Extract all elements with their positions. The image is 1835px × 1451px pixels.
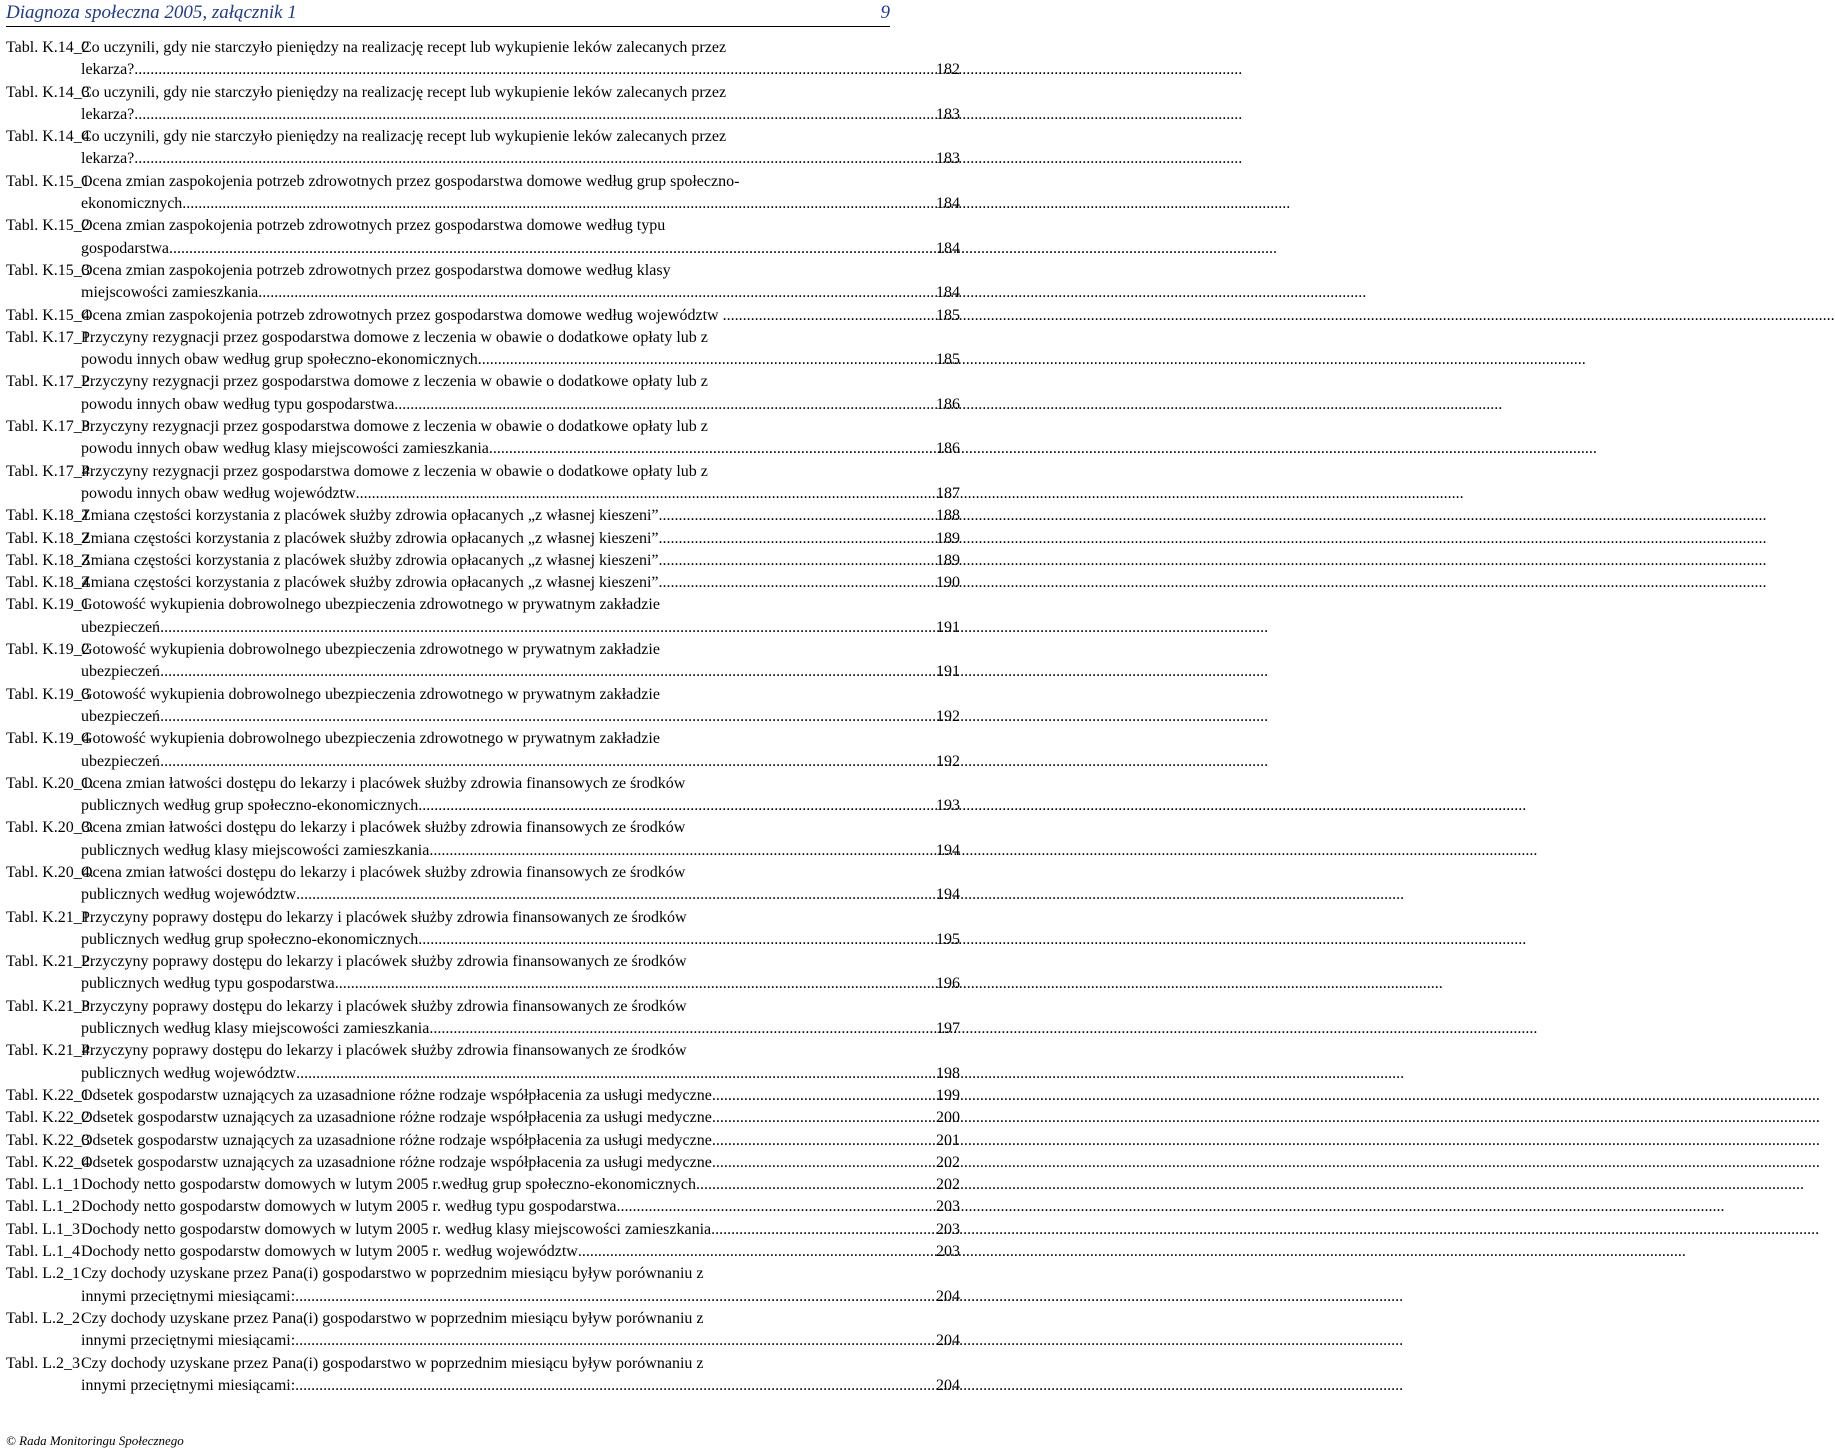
dot-leader	[712, 1152, 935, 1174]
toc-entry[interactable]	[6, 82, 960, 127]
toc-entry-title: innymi przeciętnymi miesiącami:	[81, 1287, 296, 1305]
table-of-contents	[6, 37, 960, 1397]
toc-entry-title: Przyczyny rezygnacji przez gospodarstwa domowe z leczenia w obawie o dodatkowe opłaty lub z	[81, 328, 708, 346]
toc-entry-title: publicznych według województw	[81, 886, 297, 904]
toc-entry[interactable]	[6, 594, 960, 639]
toc-entry-title: Ocena zmian zaspokojenia potrzeb zdrowotnych przez gospodarstwa domowe według typu	[81, 217, 666, 235]
toc-entry-title: Ocena zmian łatwości dostępu do lekarzy i placówek służby zdrowia finansowych ze środków	[81, 819, 686, 837]
dot-leader	[659, 572, 935, 594]
dot-leader	[429, 840, 935, 862]
toc-entry-title: publicznych według typu gospodarstwa	[81, 975, 335, 993]
toc-entry[interactable]	[6, 305, 960, 327]
toc-entry-title: Gotowość wykupienia dobrowolnego ubezpieczenia zdrowotnego w prywatnym zakładzie	[81, 685, 660, 703]
toc-entry-title: ekonomicznych	[81, 195, 183, 213]
toc-entry-title: ubezpieczeń	[81, 707, 161, 725]
toc-entry[interactable]	[6, 639, 960, 684]
dot-leader	[418, 929, 935, 951]
toc-entry-label: Tabl. K.15_2	[6, 217, 90, 235]
toc-entry-title: gospodarstwa	[81, 239, 169, 257]
toc-entry-title: Odsetek gospodarstw uznających za uzasadnione różne rodzaje współpłacenia za usługi medyczne	[81, 1086, 712, 1104]
toc-entry-title: Dochody netto gospodarstw domowych w lutym 2005 r. według województw	[81, 1243, 578, 1261]
toc-page-number[interactable]: 204	[936, 1376, 960, 1394]
dot-leader	[711, 1219, 935, 1241]
toc-entry-label: Tabl. K.19_3	[6, 685, 90, 703]
toc-page-number[interactable]: 195	[936, 930, 960, 948]
toc-entry-title: Przyczyny poprawy dostępu do lekarzy i placówek służby zdrowia finansowanych ze środków	[81, 997, 687, 1015]
dot-leader	[578, 1241, 935, 1263]
toc-page-number[interactable]: 199	[936, 1086, 960, 1104]
toc-entry-title: Przyczyny poprawy dostępu do lekarzy i placówek służby zdrowia finansowanych ze środków	[81, 953, 687, 971]
toc-entry-label: Tabl. K.21_1.	[6, 908, 94, 926]
toc-entry-label: Tabl. K.19_1	[6, 596, 90, 614]
toc-page-number[interactable]: 200	[936, 1109, 960, 1127]
toc-entry[interactable]	[6, 371, 960, 416]
toc-entry-title: Gotowość wykupienia dobrowolnego ubezpieczenia zdrowotnego w prywatnym zakładzie	[81, 596, 660, 614]
dot-leader	[712, 1107, 935, 1129]
toc-entry-label: Tabl. L.2_3	[6, 1354, 80, 1372]
toc-entry[interactable]	[6, 684, 960, 729]
toc-entry[interactable]	[6, 1196, 960, 1218]
dot-leader	[134, 104, 935, 126]
toc-entry-title: Gotowość wykupienia dobrowolnego ubezpieczenia zdrowotnego w prywatnym zakładzie	[81, 730, 660, 748]
dot-leader	[429, 1018, 935, 1040]
toc-page-number[interactable]: 185	[936, 351, 960, 369]
toc-entry-label: Tabl. L.2_2	[6, 1309, 80, 1327]
toc-entry-label: Tabl. K.21_2.	[6, 953, 94, 971]
toc-entry-label: Tabl. K.21_3.	[6, 997, 94, 1015]
toc-entry-title: Przyczyny rezygnacji przez gospodarstwa domowe z leczenia w obawie o dodatkowe opłaty lub z	[81, 373, 708, 391]
toc-entry-label: Tabl. K.22_2	[6, 1109, 90, 1127]
dot-leader	[489, 438, 935, 460]
toc-entry[interactable]	[6, 37, 960, 82]
dot-leader	[160, 751, 935, 773]
dot-leader	[617, 1196, 936, 1218]
toc-entry[interactable]	[6, 1107, 960, 1129]
toc-entry-label: Tabl. K.18_2	[6, 529, 90, 547]
toc-entry-title: Czy dochody uzyskane przez Pana(i) gospodarstwo w poprzednim miesiącu byływ porównaniu z	[81, 1309, 704, 1327]
dot-leader	[160, 661, 935, 683]
dot-leader	[659, 550, 935, 572]
toc-page-number[interactable]: 183	[936, 150, 960, 168]
dot-leader	[335, 973, 935, 995]
toc-page-number[interactable]: 203	[936, 1243, 960, 1261]
toc-entry-title: Zmiana częstości korzystania z placówek służby zdrowia opłacanych „z własnej kieszeni”	[81, 529, 659, 547]
toc-entry[interactable]	[6, 1263, 960, 1308]
toc-entry-title: Ocena zmian łatwości dostępu do lekarzy i placówek służby zdrowia finansowych ze środków	[81, 774, 686, 792]
toc-page-number[interactable]: 194	[936, 886, 960, 904]
toc-entry-title: Dochody netto gospodarstw domowych w lutym 2005 r. według klasy miejscowości zamieszkania	[81, 1220, 712, 1238]
toc-entry-label: Tabl. K.22_3	[6, 1131, 90, 1149]
toc-entry[interactable]	[6, 1353, 960, 1398]
toc-entry-title: Ocena zmian zaspokojenia potrzeb zdrowotnych przez gospodarstwa domowe według grup społeczno-	[81, 172, 740, 190]
toc-entry-label: Tabl. K.18_1	[6, 507, 90, 525]
toc-entry[interactable]	[6, 171, 960, 216]
dot-leader	[356, 483, 935, 505]
dot-leader	[296, 884, 935, 906]
toc-entry[interactable]	[6, 572, 960, 594]
toc-entry-label: Tabl. K.18_3	[6, 551, 90, 569]
dot-leader	[659, 505, 935, 527]
toc-entry[interactable]	[6, 260, 960, 305]
toc-entry-title: lekarza?	[81, 105, 135, 123]
footer-copyright: © Rada Monitoringu Społecznego	[6, 1433, 184, 1448]
toc-entry-title: miejscowości zamieszkania	[81, 284, 259, 302]
toc-entry-title: innymi przeciętnymi miesiącami:	[81, 1376, 296, 1394]
toc-page-number[interactable]: 197	[936, 1020, 960, 1038]
toc-entry-label: Tabl. K.17_2.	[6, 373, 94, 391]
toc-entry-label: Tabl. K.20_4.	[6, 863, 94, 881]
toc-entry[interactable]	[6, 461, 960, 506]
toc-entry-title: Dochody netto gospodarstw domowych w lutym 2005 r. według typu gospodarstwa	[81, 1198, 617, 1216]
dot-leader	[160, 617, 935, 639]
toc-page-number[interactable]: 202	[936, 1153, 960, 1171]
dot-leader	[696, 1174, 935, 1196]
toc-entry[interactable]	[6, 1241, 960, 1263]
toc-page-number[interactable]: 189	[936, 529, 960, 547]
running-header	[6, 2, 890, 27]
toc-entry[interactable]	[6, 505, 960, 527]
toc-entry-title: Ocena zmian zaspokojenia potrzeb zdrowotnych przez gospodarstwa domowe według klasy	[81, 261, 671, 279]
toc-entry[interactable]	[6, 528, 960, 550]
toc-entry[interactable]	[6, 862, 960, 907]
toc-page-number[interactable]: 196	[936, 975, 960, 993]
toc-entry[interactable]	[6, 1040, 960, 1085]
toc-page-number[interactable]: 188	[936, 507, 960, 525]
toc-page-number[interactable]: 203	[936, 1220, 960, 1238]
toc-entry[interactable]	[6, 416, 960, 461]
toc-entry-title: Ocena zmian zaspokojenia potrzeb zdrowotnych przez gospodarstwa domowe według województw .	[81, 306, 727, 324]
toc-page-number[interactable]: 184	[936, 284, 960, 302]
toc-page-number[interactable]: 185	[936, 306, 960, 324]
toc-entry-title: Odsetek gospodarstw uznających za uzasadnione różne rodzaje współpłacenia za usługi medyczne	[81, 1153, 712, 1171]
toc-entry-title: Ocena zmian łatwości dostępu do lekarzy i placówek służby zdrowia finansowych ze środków	[81, 863, 686, 881]
toc-entry-title: Czy dochody uzyskane przez Pana(i) gospodarstwo w poprzednim miesiącu byływ porównaniu z	[81, 1354, 704, 1372]
toc-page-number[interactable]: 204	[936, 1287, 960, 1305]
toc-entry-title: Co uczynili, gdy nie starczyło pieniędzy na realizację recept lub wykupienie leków zalecanych przez	[81, 128, 727, 146]
toc-entry-title: publicznych według klasy miejscowości zamieszkania	[81, 841, 430, 859]
toc-entry[interactable]	[6, 550, 960, 572]
toc-entry-title: powodu innych obaw według typu gospodarstwa	[81, 395, 395, 413]
toc-entry-title: publicznych według województw	[81, 1064, 297, 1082]
toc-entry-label: Tabl. L.1_4	[6, 1243, 80, 1261]
toc-entry-title: Zmiana częstości korzystania z placówek służby zdrowia opłacanych „z własnej kieszeni”	[81, 551, 659, 569]
toc-page-number[interactable]: 202	[936, 1176, 960, 1194]
toc-entry-title: powodu innych obaw według województw	[81, 484, 356, 502]
dot-leader	[295, 1330, 935, 1352]
toc-entry-title: Gotowość wykupienia dobrowolnego ubezpieczenia zdrowotnego w prywatnym zakładzie	[81, 641, 660, 659]
toc-entry[interactable]	[6, 1219, 960, 1241]
toc-page-number[interactable]: 191	[936, 618, 960, 636]
toc-page-number[interactable]: 186	[936, 395, 960, 413]
toc-page-number[interactable]: 192	[936, 752, 960, 770]
toc-entry-label: Tabl. K.15_3	[6, 261, 90, 279]
toc-entry-label: Tabl. L.1_3	[6, 1220, 80, 1238]
toc-page-number[interactable]: 193	[936, 797, 960, 815]
page-number: 9	[880, 2, 890, 23]
toc-entry-label: Tabl. K.17_4.	[6, 462, 94, 480]
dot-leader	[295, 1286, 935, 1308]
toc-page-number[interactable]: 201	[936, 1131, 960, 1149]
toc-entry-title: lekarza?	[81, 61, 135, 79]
toc-entry-title: Przyczyny rezygnacji przez gospodarstwa domowe z leczenia w obawie o dodatkowe opłaty lub z	[81, 418, 708, 436]
dot-leader	[258, 282, 935, 304]
toc-page-number[interactable]: 184	[936, 239, 960, 257]
toc-entry-title: Przyczyny poprawy dostępu do lekarzy i placówek służby zdrowia finansowanych ze środków	[81, 908, 687, 926]
dot-leader	[418, 795, 935, 817]
toc-entry-title: Odsetek gospodarstw uznających za uzasadnione różne rodzaje współpłacenia za usługi medyczne	[81, 1109, 712, 1127]
toc-page-number[interactable]: 191	[936, 663, 960, 681]
toc-page-number[interactable]: 189	[936, 551, 960, 569]
dot-leader	[712, 1130, 935, 1152]
toc-entry-title: publicznych według klasy miejscowości zamieszkania	[81, 1020, 430, 1038]
toc-entry[interactable]	[6, 773, 960, 818]
toc-entry-title: Zmiana częstości korzystania z placówek służby zdrowia opłacanych „z własnej kieszeni”	[81, 507, 659, 525]
toc-entry-title: Odsetek gospodarstw uznających za uzasadnione różne rodzaje współpłacenia za usługi medyczne	[81, 1131, 712, 1149]
toc-entry[interactable]	[6, 1152, 960, 1174]
toc-entry[interactable]	[6, 996, 960, 1041]
toc-entry-title: Czy dochody uzyskane przez Pana(i) gospodarstwo w poprzednim miesiącu byływ porównaniu z	[81, 1265, 704, 1283]
toc-entry-label: Tabl. K.22_4	[6, 1153, 90, 1171]
toc-entry[interactable]	[6, 951, 960, 996]
toc-entry-label: Tabl. K.14_4	[6, 128, 90, 146]
toc-page-number[interactable]: 183	[936, 105, 960, 123]
toc-entry-label: Tabl. K.22_1	[6, 1086, 90, 1104]
toc-entry-label: Tabl. K.19_4	[6, 730, 90, 748]
toc-page-number[interactable]: 194	[936, 841, 960, 859]
toc-page-number[interactable]: 184	[936, 195, 960, 213]
toc-entry-title: lekarza?	[81, 150, 135, 168]
toc-entry-label: Tabl. K.15_4	[6, 306, 90, 324]
toc-entry-label: Tabl. K.14_3	[6, 83, 90, 101]
dot-leader	[394, 394, 935, 416]
dot-leader	[295, 1375, 935, 1397]
toc-entry-title: Zmiana częstości korzystania z placówek służby zdrowia opłacanych „z własnej kieszeni”	[81, 574, 659, 592]
dot-leader	[712, 1085, 935, 1107]
dot-leader	[727, 305, 935, 327]
document-title: Diagnoza społeczna 2005, załącznik 1	[6, 2, 297, 23]
toc-entry[interactable]	[6, 1130, 960, 1152]
toc-entry-title: ubezpieczeń	[81, 663, 161, 681]
toc-entry-title: ubezpieczeń	[81, 618, 161, 636]
toc-entry-label: Tabl. L.2_1	[6, 1265, 80, 1283]
toc-entry-title: Dochody netto gospodarstw domowych w lutym 2005 r.według grup społeczno-ekonomicznych	[81, 1176, 696, 1194]
toc-entry-label: Tabl. K.19_2	[6, 641, 90, 659]
toc-entry-title: ubezpieczeń	[81, 752, 161, 770]
dot-leader	[296, 1063, 935, 1085]
toc-entry-title: Przyczyny rezygnacji przez gospodarstwa domowe z leczenia w obawie o dodatkowe opłaty lub z	[81, 462, 708, 480]
toc-entry[interactable]	[6, 215, 960, 260]
toc-entry-title: powodu innych obaw według grup społeczno-ekonomicznych	[81, 351, 478, 369]
toc-entry-title: Przyczyny poprawy dostępu do lekarzy i placówek służby zdrowia finansowanych ze środków	[81, 1042, 687, 1060]
toc-entry-label: Tabl. K.14_2	[6, 39, 90, 56]
toc-entry-label: Tabl. K.17_1.	[6, 328, 94, 346]
toc-entry-label: Tabl. K.18_4	[6, 574, 90, 592]
dot-leader	[134, 148, 935, 170]
dot-leader	[134, 59, 935, 81]
dot-leader	[169, 238, 935, 260]
toc-page-number[interactable]: 187	[936, 484, 960, 502]
toc-entry[interactable]	[6, 817, 960, 862]
toc-entry-label: Tabl. K.20_1.	[6, 774, 94, 792]
toc-entry-title: powodu innych obaw według klasy miejscowości zamieszkania	[81, 440, 489, 458]
toc-entry[interactable]	[6, 907, 960, 952]
toc-entry-label: Tabl. K.21_4.	[6, 1042, 94, 1060]
toc-entry[interactable]	[6, 126, 960, 171]
toc-page-number[interactable]: 190	[936, 574, 960, 592]
toc-page-number[interactable]: 198	[936, 1064, 960, 1082]
toc-page-number[interactable]: 203	[936, 1198, 960, 1216]
toc-entry[interactable]	[6, 1174, 960, 1196]
toc-entry-label: Tabl. K.17_3.	[6, 418, 94, 436]
toc-entry-title: Co uczynili, gdy nie starczyło pieniędzy na realizację recept lub wykupienie leków zalecanych przez	[81, 83, 727, 101]
toc-page-number[interactable]: 192	[936, 707, 960, 725]
toc-page-number[interactable]: 204	[936, 1332, 960, 1350]
toc-entry[interactable]	[6, 728, 960, 773]
dot-leader	[182, 193, 935, 215]
toc-entry-title: publicznych według grup społeczno-ekonomicznych	[81, 930, 419, 948]
dot-leader	[478, 349, 935, 371]
toc-entry-label: Tabl. L.1_1	[6, 1176, 80, 1194]
toc-page-number[interactable]: 186	[936, 440, 960, 458]
toc-entry[interactable]	[6, 1308, 960, 1353]
toc-entry-title: Co uczynili, gdy nie starczyło pieniędzy na realizację recept lub wykupienie leków zalecanych przez	[81, 39, 727, 56]
toc-entry[interactable]	[6, 327, 960, 372]
toc-entry-title: publicznych według grup społeczno-ekonomicznych	[81, 797, 419, 815]
toc-entry-label: Tabl. K.20_3.	[6, 819, 94, 837]
toc-entry-title: innymi przeciętnymi miesiącami:	[81, 1332, 296, 1350]
toc-page-number[interactable]: 182	[936, 61, 960, 79]
toc-entry-label: Tabl. L.1_2	[6, 1198, 80, 1216]
dot-leader	[659, 528, 935, 550]
dot-leader	[160, 706, 935, 728]
toc-entry[interactable]	[6, 1085, 960, 1107]
toc-entry-label: Tabl. K.15_1	[6, 172, 90, 190]
